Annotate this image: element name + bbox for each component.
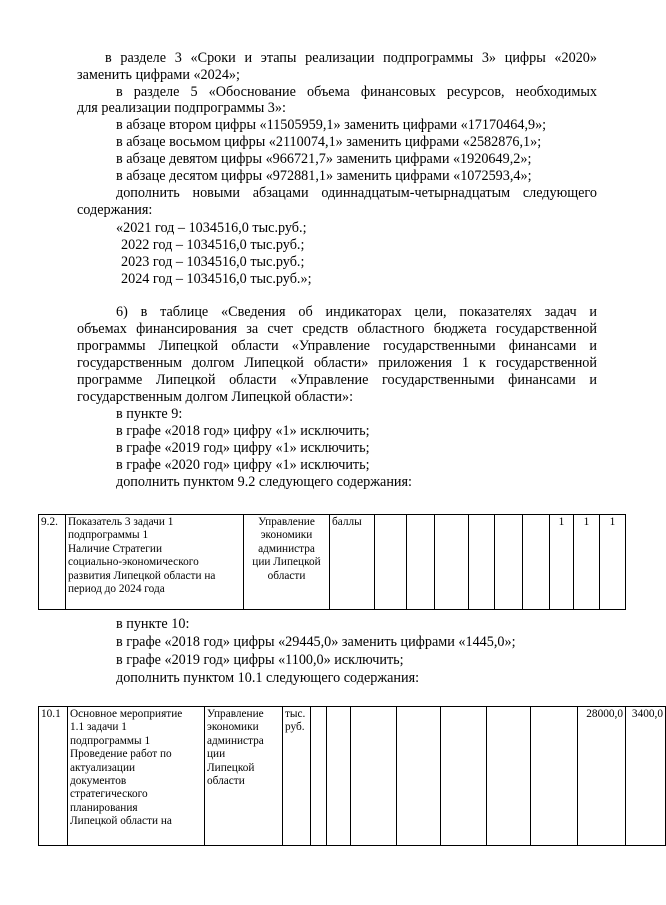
executor-line: экономики — [260, 529, 313, 542]
indicator-name-line: подпрограммы 1 — [68, 529, 149, 542]
indicator-name-line: развития Липецкой области на — [68, 569, 216, 582]
year-line-2022: 2022 год – 1034516,0 тыс.руб.; — [121, 237, 305, 253]
activity-name-line: актуализации — [70, 761, 136, 774]
executor-line: ции Липецкой — [252, 556, 321, 569]
indicator-name-line: период до 2024 года — [68, 583, 165, 596]
section5-para2: в абзаце втором цифры «11505959,1» заменить цифрами «17170464,9»; — [116, 117, 547, 133]
value-cell: 1 — [600, 515, 626, 610]
point10-2018: в графе «2018 год» цифры «29445,0» заменить цифрами «1445,0»; — [116, 634, 516, 650]
unit-line: тыс. — [285, 708, 306, 720]
year-line-2024: 2024 год – 1034516,0 тыс.руб.»; — [121, 271, 312, 287]
add-point-9-2: дополнить пунктом 9.2 следующего содержания: — [116, 474, 412, 490]
activity-name-line: документов — [70, 775, 127, 788]
activity-name-cell — [68, 707, 205, 846]
executor-line: области — [267, 569, 306, 582]
unit-cell — [283, 707, 311, 846]
section3-line1: в разделе 3 «Сроки и этапы реализации подпрограммы 3» цифры «2020» — [105, 50, 597, 66]
section5-line1: в разделе 5 «Обоснование объема финансовых ресурсов, необходимых — [116, 84, 597, 100]
activity-name-line: Основное мероприятие — [70, 708, 183, 720]
section5-add-line2: содержания: — [77, 202, 153, 218]
empty-cell — [495, 515, 523, 610]
item6-line6: государственным долгом Липецкой области»: — [77, 389, 354, 405]
section5-line2: для реализации подпрограммы 3»: — [77, 100, 286, 116]
indicator-name-line: социально-экономического — [68, 556, 199, 569]
table-row — [39, 515, 626, 610]
executor-cell — [205, 707, 283, 846]
section5-add-line1: дополнить новыми абзацами одиннадцатым-четырнадцатым следующего — [116, 185, 597, 201]
empty-cell — [441, 707, 487, 846]
table-point-9-2 — [38, 514, 626, 610]
indicator-name-cell — [66, 515, 244, 610]
year-line-2021: «2021 год – 1034516,0 тыс.руб.; — [116, 220, 307, 236]
empty-cell — [397, 707, 441, 846]
executor-line: администра — [258, 542, 315, 555]
empty-cell — [435, 515, 469, 610]
point9-2019: в графе «2019 год» цифру «1» исключить; — [116, 440, 370, 456]
activity-name-line: Липецкой области на — [70, 815, 172, 828]
empty-cell — [523, 515, 550, 610]
executor-line: экономики — [207, 721, 259, 734]
table-point-10-1 — [38, 706, 666, 846]
executor-line: области — [207, 775, 245, 788]
executor-cell — [244, 515, 330, 610]
value-cell: 1 — [574, 515, 600, 610]
value-cell: 28000,0 — [578, 707, 626, 846]
executor-line: администра — [207, 734, 264, 747]
item6-line1: 6) в таблице «Сведения об индикаторах цели, показателях задач и — [116, 304, 597, 320]
row-number: 9.2. — [39, 515, 66, 610]
unit-cell: баллы — [330, 515, 375, 610]
value-cell: 3400,0 — [626, 707, 666, 846]
year-line-2023: 2023 год – 1034516,0 тыс.руб.; — [121, 254, 305, 270]
item6-line2: объемах финансирования за счет средств областного бюджета государственной — [77, 321, 597, 337]
activity-name-line: планирования — [70, 801, 138, 814]
row-number: 10.1 — [39, 707, 68, 846]
empty-cell — [487, 707, 531, 846]
executor-line: Управление — [258, 516, 315, 528]
point10-2019: в графе «2019 год» цифры «1100,0» исключить; — [116, 652, 404, 668]
item6-line4: государственным долгом Липецкой области» приложения 1 к государственной — [77, 355, 597, 371]
section3-line2: заменить цифрами «2024»; — [77, 67, 240, 83]
value-cell: 1 — [550, 515, 574, 610]
executor-line: Управление — [207, 708, 264, 720]
empty-cell — [375, 515, 407, 610]
empty-cell — [531, 707, 578, 846]
activity-name-line: стратегического — [70, 788, 148, 801]
empty-cell — [327, 707, 351, 846]
point10-title: в пункте 10: — [116, 616, 190, 632]
activity-name-line: 1.1 задачи 1 — [70, 721, 127, 734]
empty-cell — [407, 515, 435, 610]
empty-cell — [469, 515, 495, 610]
point9-2018: в графе «2018 год» цифру «1» исключить; — [116, 423, 370, 439]
executor-line: Липецкой — [207, 761, 255, 774]
activity-name-line: подпрограммы 1 — [70, 734, 151, 747]
empty-cell — [351, 707, 397, 846]
indicator-name-line: Наличие Стратегии — [68, 542, 163, 555]
activity-name-line: Проведение работ по — [70, 748, 172, 761]
section5-para10: в абзаце десятом цифры «972881,1» заменить цифрами «1072593,4»; — [116, 168, 532, 184]
unit-line: руб. — [285, 721, 305, 734]
item6-line5: программе Липецкой области «Управление государственными финансами и — [77, 372, 597, 388]
point9-2020: в графе «2020 год» цифру «1» исключить; — [116, 457, 370, 473]
section5-para9: в абзаце девятом цифры «966721,7» заменить цифрами «1920649,2»; — [116, 151, 532, 167]
executor-line: ции — [207, 748, 226, 761]
empty-cell — [311, 707, 327, 846]
table-row — [39, 707, 666, 846]
section5-para8: в абзаце восьмом цифры «2110074,1» заменить цифрами «2582876,1»; — [116, 134, 542, 150]
point9-title: в пункте 9: — [116, 406, 183, 422]
add-point-10-1: дополнить пунктом 10.1 следующего содержания: — [116, 670, 420, 686]
indicator-name-line: Показатель 3 задачи 1 — [68, 516, 174, 528]
item6-line3: программы Липецкой области «Управление государственными финансами и — [77, 338, 597, 354]
